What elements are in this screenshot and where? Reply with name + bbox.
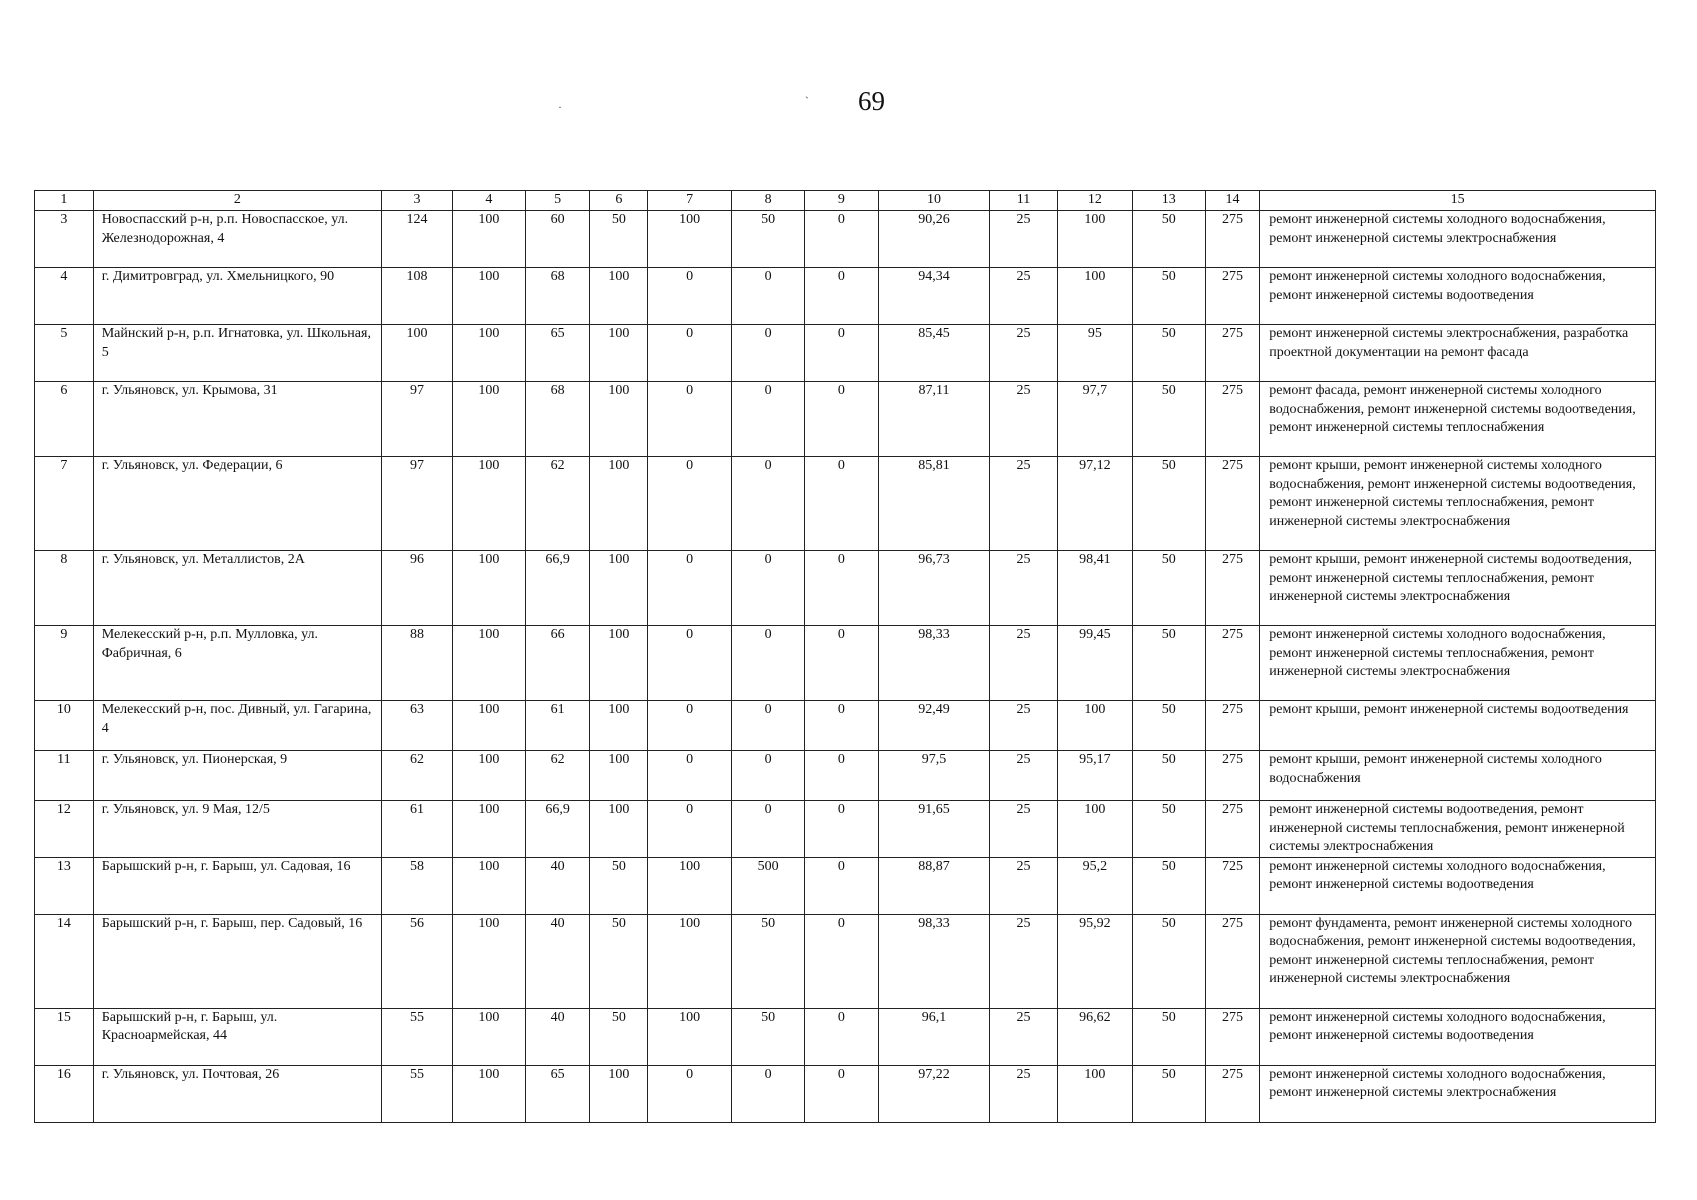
row-number-cell: 14 bbox=[35, 914, 94, 1008]
value-cell: 97,7 bbox=[1057, 382, 1132, 457]
value-cell: 25 bbox=[990, 382, 1058, 457]
value-cell: 100 bbox=[590, 382, 648, 457]
value-cell: 58 bbox=[382, 857, 453, 914]
value-cell: 50 bbox=[1132, 914, 1205, 1008]
value-cell: 65 bbox=[525, 1065, 590, 1122]
table-row bbox=[35, 211, 1656, 268]
value-cell: 88 bbox=[382, 626, 453, 701]
value-cell: 0 bbox=[732, 801, 805, 858]
value-cell: 50 bbox=[1132, 551, 1205, 626]
value-cell: 0 bbox=[648, 701, 732, 751]
value-cell: 0 bbox=[648, 751, 732, 801]
value-cell: 25 bbox=[990, 801, 1058, 858]
value-cell: 0 bbox=[804, 325, 878, 382]
value-cell: 25 bbox=[990, 914, 1058, 1008]
value-cell: 0 bbox=[648, 626, 732, 701]
value-cell: 100 bbox=[452, 551, 525, 626]
column-number-row bbox=[35, 191, 1656, 211]
value-cell: 0 bbox=[648, 1065, 732, 1122]
value-cell: 725 bbox=[1205, 857, 1260, 914]
value-cell: 100 bbox=[590, 801, 648, 858]
value-cell: 275 bbox=[1205, 325, 1260, 382]
value-cell: 100 bbox=[452, 801, 525, 858]
value-cell: 100 bbox=[590, 268, 648, 325]
table-row bbox=[35, 325, 1656, 382]
value-cell: 87,11 bbox=[878, 382, 989, 457]
row-number-cell: 5 bbox=[35, 325, 94, 382]
address-cell: Мелекесский р-н, р.п. Мулловка, ул. Фабричная, 6 bbox=[93, 626, 381, 701]
value-cell: 68 bbox=[525, 382, 590, 457]
value-cell: 500 bbox=[732, 857, 805, 914]
value-cell: 60 bbox=[525, 211, 590, 268]
value-cell: 0 bbox=[804, 551, 878, 626]
value-cell: 50 bbox=[1132, 751, 1205, 801]
value-cell: 68 bbox=[525, 268, 590, 325]
address-cell: г. Ульяновск, ул. Пионерская, 9 bbox=[93, 751, 381, 801]
value-cell: 100 bbox=[452, 325, 525, 382]
value-cell: 96,1 bbox=[878, 1008, 989, 1065]
row-number-cell: 4 bbox=[35, 268, 94, 325]
value-cell: 25 bbox=[990, 751, 1058, 801]
works-list-cell: ремонт инженерной системы холодного водоснабжения, ремонт инженерной системы электроснабжения bbox=[1260, 1065, 1656, 1122]
value-cell: 0 bbox=[648, 457, 732, 551]
value-cell: 66,9 bbox=[525, 551, 590, 626]
value-cell: 62 bbox=[525, 751, 590, 801]
header-cell: 8 bbox=[732, 191, 805, 211]
value-cell: 275 bbox=[1205, 268, 1260, 325]
row-number-cell: 15 bbox=[35, 1008, 94, 1065]
value-cell: 25 bbox=[990, 325, 1058, 382]
works-list-cell: ремонт инженерной системы холодного водоснабжения, ремонт инженерной системы теплоснабжения, ремонт инженерной системы электроснабжения bbox=[1260, 626, 1656, 701]
value-cell: 25 bbox=[990, 551, 1058, 626]
table-row bbox=[35, 626, 1656, 701]
value-cell: 0 bbox=[648, 325, 732, 382]
value-cell: 50 bbox=[590, 914, 648, 1008]
value-cell: 0 bbox=[648, 551, 732, 626]
value-cell: 100 bbox=[1057, 268, 1132, 325]
value-cell: 0 bbox=[804, 1065, 878, 1122]
value-cell: 92,49 bbox=[878, 701, 989, 751]
value-cell: 100 bbox=[648, 914, 732, 1008]
value-cell: 98,41 bbox=[1057, 551, 1132, 626]
header-cell: 13 bbox=[1132, 191, 1205, 211]
value-cell: 275 bbox=[1205, 382, 1260, 457]
value-cell: 25 bbox=[990, 857, 1058, 914]
value-cell: 124 bbox=[382, 211, 453, 268]
value-cell: 62 bbox=[525, 457, 590, 551]
value-cell: 100 bbox=[648, 857, 732, 914]
value-cell: 0 bbox=[732, 325, 805, 382]
table-row bbox=[35, 1065, 1656, 1122]
value-cell: 55 bbox=[382, 1065, 453, 1122]
row-number-cell: 7 bbox=[35, 457, 94, 551]
value-cell: 0 bbox=[648, 268, 732, 325]
row-number-cell: 11 bbox=[35, 751, 94, 801]
value-cell: 50 bbox=[590, 1008, 648, 1065]
value-cell: 100 bbox=[452, 457, 525, 551]
value-cell: 100 bbox=[648, 1008, 732, 1065]
header-cell: 10 bbox=[878, 191, 989, 211]
value-cell: 100 bbox=[590, 325, 648, 382]
address-cell: Новоспасский р-н, р.п. Новоспасское, ул. Железнодорожная, 4 bbox=[93, 211, 381, 268]
table-row bbox=[35, 551, 1656, 626]
value-cell: 100 bbox=[452, 701, 525, 751]
table-body bbox=[35, 211, 1656, 1123]
value-cell: 275 bbox=[1205, 626, 1260, 701]
value-cell: 62 bbox=[382, 751, 453, 801]
works-list-cell: ремонт инженерной системы холодного водоснабжения, ремонт инженерной системы водоотведения bbox=[1260, 1008, 1656, 1065]
value-cell: 96,73 bbox=[878, 551, 989, 626]
works-list-cell: ремонт инженерной системы холодного водоснабжения, ремонт инженерной системы водоотведения bbox=[1260, 857, 1656, 914]
value-cell: 100 bbox=[590, 457, 648, 551]
header-cell: 15 bbox=[1260, 191, 1656, 211]
header-cell: 7 bbox=[648, 191, 732, 211]
value-cell: 97,5 bbox=[878, 751, 989, 801]
value-cell: 0 bbox=[804, 801, 878, 858]
address-cell: Барышский р-н, г. Барыш, пер. Садовый, 16 bbox=[93, 914, 381, 1008]
value-cell: 0 bbox=[804, 914, 878, 1008]
address-cell: г. Ульяновск, ул. Крымова, 31 bbox=[93, 382, 381, 457]
header-cell: 12 bbox=[1057, 191, 1132, 211]
value-cell: 100 bbox=[590, 626, 648, 701]
row-number-cell: 9 bbox=[35, 626, 94, 701]
value-cell: 100 bbox=[452, 626, 525, 701]
works-list-cell: ремонт крыши, ремонт инженерной системы водоотведения, ремонт инженерной системы теплоснабжения, ремонт инженерной системы электроснабжения bbox=[1260, 551, 1656, 626]
value-cell: 40 bbox=[525, 857, 590, 914]
value-cell: 96 bbox=[382, 551, 453, 626]
value-cell: 0 bbox=[732, 626, 805, 701]
value-cell: 100 bbox=[1057, 801, 1132, 858]
value-cell: 66,9 bbox=[525, 801, 590, 858]
value-cell: 25 bbox=[990, 268, 1058, 325]
address-cell: г. Ульяновск, ул. 9 Мая, 12/5 bbox=[93, 801, 381, 858]
address-cell: г. Димитровград, ул. Хмельницкого, 90 bbox=[93, 268, 381, 325]
works-list-cell: ремонт крыши, ремонт инженерной системы водоотведения bbox=[1260, 701, 1656, 751]
value-cell: 275 bbox=[1205, 1008, 1260, 1065]
value-cell: 40 bbox=[525, 1008, 590, 1065]
value-cell: 108 bbox=[382, 268, 453, 325]
address-cell: г. Ульяновск, ул. Металлистов, 2А bbox=[93, 551, 381, 626]
header-cell: 1 bbox=[35, 191, 94, 211]
value-cell: 96,62 bbox=[1057, 1008, 1132, 1065]
address-cell: Майнский р-н, р.п. Игнатовка, ул. Школьная, 5 bbox=[93, 325, 381, 382]
value-cell: 100 bbox=[1057, 701, 1132, 751]
works-list-cell: ремонт крыши, ремонт инженерной системы холодного водоснабжения, ремонт инженерной системы водоотведения, ремонт инженерной системы теплоснабжения, ремонт инженерной системы электроснабжения bbox=[1260, 457, 1656, 551]
address-cell: Барышский р-н, г. Барыш, ул. Садовая, 16 bbox=[93, 857, 381, 914]
address-cell: Мелекесский р-н, пос. Дивный, ул. Гагарина, 4 bbox=[93, 701, 381, 751]
table-row bbox=[35, 268, 1656, 325]
value-cell: 0 bbox=[804, 382, 878, 457]
value-cell: 0 bbox=[732, 751, 805, 801]
works-list-cell: ремонт инженерной системы водоотведения, ремонт инженерной системы теплоснабжения, ремонт инженерной системы электроснабжения bbox=[1260, 801, 1656, 858]
table-row bbox=[35, 382, 1656, 457]
value-cell: 97,22 bbox=[878, 1065, 989, 1122]
value-cell: 91,65 bbox=[878, 801, 989, 858]
value-cell: 0 bbox=[804, 211, 878, 268]
value-cell: 50 bbox=[1132, 211, 1205, 268]
row-number-cell: 3 bbox=[35, 211, 94, 268]
value-cell: 25 bbox=[990, 1008, 1058, 1065]
value-cell: 95,17 bbox=[1057, 751, 1132, 801]
value-cell: 25 bbox=[990, 211, 1058, 268]
value-cell: 99,45 bbox=[1057, 626, 1132, 701]
value-cell: 0 bbox=[804, 268, 878, 325]
value-cell: 25 bbox=[990, 626, 1058, 701]
row-number-cell: 10 bbox=[35, 701, 94, 751]
value-cell: 0 bbox=[804, 751, 878, 801]
value-cell: 100 bbox=[382, 325, 453, 382]
value-cell: 100 bbox=[590, 1065, 648, 1122]
address-cell: Барышский р-н, г. Барыш, ул. Красноармейская, 44 bbox=[93, 1008, 381, 1065]
value-cell: 50 bbox=[1132, 457, 1205, 551]
value-cell: 25 bbox=[990, 701, 1058, 751]
value-cell: 50 bbox=[732, 1008, 805, 1065]
table-row bbox=[35, 857, 1656, 914]
value-cell: 85,45 bbox=[878, 325, 989, 382]
value-cell: 275 bbox=[1205, 551, 1260, 626]
row-number-cell: 6 bbox=[35, 382, 94, 457]
value-cell: 63 bbox=[382, 701, 453, 751]
row-number-cell: 16 bbox=[35, 1065, 94, 1122]
value-cell: 100 bbox=[590, 701, 648, 751]
value-cell: 275 bbox=[1205, 701, 1260, 751]
value-cell: 100 bbox=[452, 857, 525, 914]
value-cell: 50 bbox=[1132, 325, 1205, 382]
value-cell: 95,92 bbox=[1057, 914, 1132, 1008]
value-cell: 98,33 bbox=[878, 914, 989, 1008]
value-cell: 50 bbox=[732, 914, 805, 1008]
value-cell: 100 bbox=[452, 1065, 525, 1122]
works-list-cell: ремонт фундамента, ремонт инженерной системы холодного водоснабжения, ремонт инженерной системы водоотведения, ремонт инженерной системы теплоснабжения, ремонт инженерной системы электроснабжения bbox=[1260, 914, 1656, 1008]
scan-speck: ˎ bbox=[805, 85, 809, 99]
value-cell: 275 bbox=[1205, 801, 1260, 858]
value-cell: 85,81 bbox=[878, 457, 989, 551]
value-cell: 95 bbox=[1057, 325, 1132, 382]
table-row bbox=[35, 1008, 1656, 1065]
value-cell: 100 bbox=[648, 211, 732, 268]
value-cell: 0 bbox=[804, 701, 878, 751]
value-cell: 66 bbox=[525, 626, 590, 701]
value-cell: 0 bbox=[804, 1008, 878, 1065]
value-cell: 275 bbox=[1205, 1065, 1260, 1122]
value-cell: 100 bbox=[590, 751, 648, 801]
value-cell: 0 bbox=[732, 1065, 805, 1122]
header-cell: 14 bbox=[1205, 191, 1260, 211]
table-row bbox=[35, 457, 1656, 551]
scan-speck: · bbox=[558, 100, 562, 114]
table-row bbox=[35, 701, 1656, 751]
value-cell: 50 bbox=[1132, 857, 1205, 914]
value-cell: 94,34 bbox=[878, 268, 989, 325]
table-row bbox=[35, 914, 1656, 1008]
header-cell: 11 bbox=[990, 191, 1058, 211]
value-cell: 98,33 bbox=[878, 626, 989, 701]
value-cell: 100 bbox=[452, 382, 525, 457]
value-cell: 50 bbox=[1132, 268, 1205, 325]
value-cell: 50 bbox=[1132, 701, 1205, 751]
header-cell: 2 bbox=[93, 191, 381, 211]
value-cell: 275 bbox=[1205, 914, 1260, 1008]
value-cell: 0 bbox=[804, 857, 878, 914]
buildings-table bbox=[34, 190, 1656, 1123]
header-cell: 9 bbox=[804, 191, 878, 211]
value-cell: 50 bbox=[1132, 1065, 1205, 1122]
value-cell: 25 bbox=[990, 1065, 1058, 1122]
value-cell: 50 bbox=[1132, 626, 1205, 701]
value-cell: 100 bbox=[1057, 211, 1132, 268]
value-cell: 50 bbox=[1132, 1008, 1205, 1065]
address-cell: г. Ульяновск, ул. Почтовая, 26 bbox=[93, 1065, 381, 1122]
value-cell: 50 bbox=[590, 857, 648, 914]
value-cell: 50 bbox=[732, 211, 805, 268]
value-cell: 61 bbox=[382, 801, 453, 858]
works-list-cell: ремонт инженерной системы электроснабжения, разработка проектной документации на ремонт фасада bbox=[1260, 325, 1656, 382]
value-cell: 275 bbox=[1205, 457, 1260, 551]
value-cell: 100 bbox=[452, 211, 525, 268]
value-cell: 100 bbox=[1057, 1065, 1132, 1122]
value-cell: 0 bbox=[648, 801, 732, 858]
value-cell: 97,12 bbox=[1057, 457, 1132, 551]
value-cell: 40 bbox=[525, 914, 590, 1008]
works-list-cell: ремонт фасада, ремонт инженерной системы холодного водоснабжения, ремонт инженерной системы водоотведения, ремонт инженерной системы теплоснабжения bbox=[1260, 382, 1656, 457]
row-number-cell: 12 bbox=[35, 801, 94, 858]
page-number: 69 bbox=[858, 86, 885, 116]
value-cell: 0 bbox=[732, 382, 805, 457]
works-list-cell: ремонт крыши, ремонт инженерной системы холодного водоснабжения bbox=[1260, 751, 1656, 801]
value-cell: 0 bbox=[804, 457, 878, 551]
row-number-cell: 8 bbox=[35, 551, 94, 626]
value-cell: 25 bbox=[990, 457, 1058, 551]
value-cell: 95,2 bbox=[1057, 857, 1132, 914]
value-cell: 50 bbox=[590, 211, 648, 268]
header-cell: 6 bbox=[590, 191, 648, 211]
row-number-cell: 13 bbox=[35, 857, 94, 914]
value-cell: 100 bbox=[452, 1008, 525, 1065]
table-row bbox=[35, 751, 1656, 801]
value-cell: 55 bbox=[382, 1008, 453, 1065]
works-list-cell: ремонт инженерной системы холодного водоснабжения, ремонт инженерной системы электроснабжения bbox=[1260, 211, 1656, 268]
value-cell: 90,26 bbox=[878, 211, 989, 268]
value-cell: 65 bbox=[525, 325, 590, 382]
value-cell: 275 bbox=[1205, 211, 1260, 268]
value-cell: 275 bbox=[1205, 751, 1260, 801]
value-cell: 0 bbox=[732, 268, 805, 325]
value-cell: 50 bbox=[1132, 382, 1205, 457]
header-cell: 5 bbox=[525, 191, 590, 211]
value-cell: 0 bbox=[732, 457, 805, 551]
value-cell: 97 bbox=[382, 457, 453, 551]
value-cell: 0 bbox=[648, 382, 732, 457]
works-list-cell: ремонт инженерной системы холодного водоснабжения, ремонт инженерной системы водоотведения bbox=[1260, 268, 1656, 325]
header-cell: 4 bbox=[452, 191, 525, 211]
value-cell: 50 bbox=[1132, 801, 1205, 858]
value-cell: 100 bbox=[452, 268, 525, 325]
value-cell: 0 bbox=[732, 551, 805, 626]
value-cell: 0 bbox=[732, 701, 805, 751]
value-cell: 97 bbox=[382, 382, 453, 457]
header-cell: 3 bbox=[382, 191, 453, 211]
value-cell: 100 bbox=[452, 914, 525, 1008]
value-cell: 100 bbox=[590, 551, 648, 626]
value-cell: 56 bbox=[382, 914, 453, 1008]
table-row bbox=[35, 801, 1656, 858]
address-cell: г. Ульяновск, ул. Федерации, 6 bbox=[93, 457, 381, 551]
value-cell: 88,87 bbox=[878, 857, 989, 914]
value-cell: 0 bbox=[804, 626, 878, 701]
value-cell: 100 bbox=[452, 751, 525, 801]
value-cell: 61 bbox=[525, 701, 590, 751]
